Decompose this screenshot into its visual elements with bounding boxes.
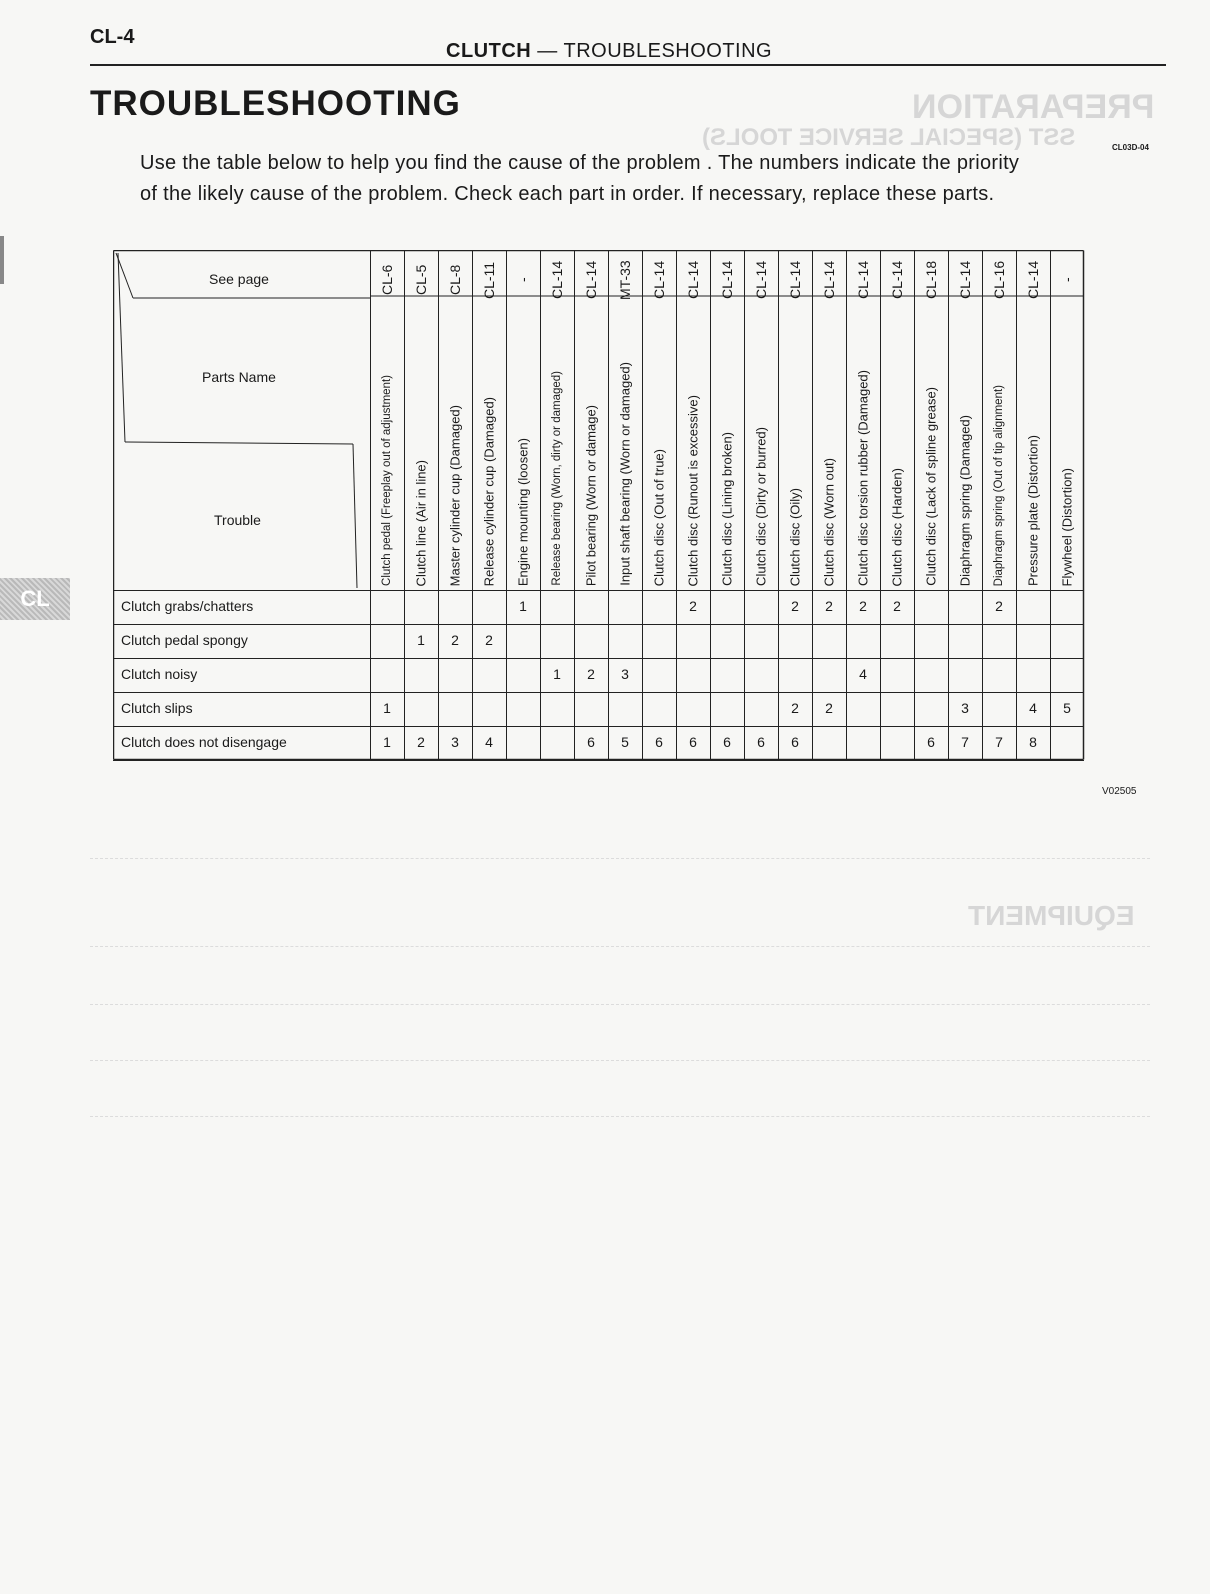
- see-page-value: CL-14: [651, 260, 667, 300]
- see-page-value: CL-14: [855, 260, 871, 300]
- priority-value: 6: [927, 734, 935, 750]
- running-header-subsection: TROUBLESHOOTING: [563, 40, 773, 62]
- see-page-value: CL-14: [1025, 260, 1041, 300]
- parts-name-label: Parts Name: [202, 369, 276, 385]
- priority-value: 7: [995, 734, 1003, 750]
- part-name: Clutch disc (Harden): [889, 467, 905, 586]
- see-page-value: -: [1059, 277, 1075, 283]
- see-page-value: CL-5: [413, 264, 429, 296]
- priority-value: 6: [587, 734, 595, 750]
- priority-value: 1: [553, 666, 561, 682]
- see-page-value: CL-14: [889, 260, 905, 300]
- part-name: Clutch disc (Dirty or burred): [753, 427, 769, 586]
- part-column-header: [676, 250, 710, 590]
- priority-value: 8: [1029, 734, 1037, 750]
- part-column-header: [846, 250, 880, 590]
- see-page-value: CL-16: [991, 260, 1007, 300]
- part-name: Pilot bearing (Worn or damage): [583, 404, 599, 586]
- part-column-header: [472, 250, 506, 590]
- part-name: Clutch disc (Lining broken): [719, 432, 735, 586]
- trouble-label: Clutch noisy: [121, 666, 198, 682]
- priority-value: 3: [451, 734, 459, 750]
- page-code: CL-4: [90, 26, 135, 48]
- part-name: Clutch disc (Out of true): [651, 448, 667, 586]
- table-corner-header: [113, 250, 370, 590]
- part-name: Release bearing (Worn, dirty or damaged): [551, 371, 563, 586]
- priority-value: 2: [689, 598, 697, 614]
- see-page-value: CL-14: [957, 260, 973, 300]
- running-header-section: CLUTCH: [446, 40, 532, 62]
- part-name: Release cylinder cup (Damaged): [481, 396, 497, 586]
- bleed-through-text: PREPARATION: [912, 88, 1155, 126]
- part-column-header: [574, 250, 608, 590]
- priority-value: 2: [825, 700, 833, 716]
- bleed-through-text: EQUIPMENT: [968, 900, 1135, 931]
- part-column-header: [506, 250, 540, 590]
- priority-value: 6: [689, 734, 697, 750]
- priority-value: 2: [587, 666, 595, 682]
- part-column-header: [438, 250, 472, 590]
- header-rule: [90, 64, 1166, 66]
- priority-value: 2: [791, 598, 799, 614]
- part-column-header: [540, 250, 574, 590]
- part-name: Master cylinder cup (Damaged): [447, 404, 463, 586]
- part-name: Diaphragm spring (Out of tip alignment): [993, 384, 1005, 586]
- part-column-header: [710, 250, 744, 590]
- part-name: Clutch disc (Runout is excessive): [685, 394, 701, 586]
- section-tab: [0, 578, 70, 620]
- trouble-label: Clutch does not disengage: [121, 734, 287, 750]
- part-column-header: [1016, 250, 1050, 590]
- part-column-header: [812, 250, 846, 590]
- priority-value: 6: [791, 734, 799, 750]
- trouble-label: Clutch pedal spongy: [121, 632, 248, 648]
- see-page-value: CL-14: [685, 260, 701, 300]
- priority-value: 1: [417, 632, 425, 648]
- intro-line: Use the table below to help you find the cause of the problem . The numbers indicate the priority: [140, 152, 1020, 174]
- bleed-through-rule: [90, 858, 1150, 859]
- priority-value: 5: [621, 734, 629, 750]
- part-column-header: [642, 250, 676, 590]
- trouble-label: Trouble: [214, 512, 261, 528]
- see-page-value: MT-33: [617, 260, 633, 300]
- trouble-label: Clutch grabs/chatters: [121, 598, 254, 614]
- priority-value: 2: [893, 598, 901, 614]
- see-page-label: See page: [209, 271, 269, 287]
- running-header-separator: —: [537, 40, 558, 62]
- intro-paragraph: [140, 148, 1170, 210]
- see-page-value: CL-18: [923, 260, 939, 300]
- priority-value: 2: [859, 598, 867, 614]
- binding-mark: [0, 236, 4, 284]
- priority-value: 5: [1063, 700, 1071, 716]
- part-column-header: [778, 250, 812, 590]
- trouble-label: Clutch slips: [121, 700, 193, 716]
- see-page-value: CL-14: [583, 260, 599, 300]
- part-column-header: [982, 250, 1016, 590]
- part-column-header: [370, 250, 404, 590]
- priority-value: 1: [519, 598, 527, 614]
- priority-value: 2: [451, 632, 459, 648]
- running-header: [446, 40, 772, 63]
- see-page-value: CL-6: [379, 264, 395, 296]
- priority-value: 4: [485, 734, 493, 750]
- priority-value: 2: [485, 632, 493, 648]
- part-name: Diaphragm spring (Damaged): [957, 414, 973, 586]
- part-column-header: [880, 250, 914, 590]
- see-page-value: CL-14: [753, 260, 769, 300]
- figure-code: V02505: [1102, 786, 1137, 797]
- priority-value: 3: [621, 666, 629, 682]
- section-tab-label: CL: [20, 586, 50, 611]
- part-column-header: [948, 250, 982, 590]
- part-column-header: [914, 250, 948, 590]
- part-column-header: [744, 250, 778, 590]
- priority-value: 7: [961, 734, 969, 750]
- bleed-through-rule: [90, 946, 1150, 947]
- part-column-header: [404, 250, 438, 590]
- part-name: Pressure plate (Distortion): [1025, 435, 1041, 586]
- priority-value: 2: [825, 598, 833, 614]
- see-page-value: CL-14: [787, 260, 803, 300]
- priority-value: 2: [995, 598, 1003, 614]
- priority-value: 4: [1029, 700, 1037, 716]
- part-name: Engine mounting (loosen): [515, 437, 531, 586]
- priority-value: 1: [383, 734, 391, 750]
- priority-value: 6: [723, 734, 731, 750]
- part-name: Clutch disc (Lack of spline grease): [923, 387, 939, 586]
- part-name: Clutch line (Air in line): [413, 459, 429, 586]
- see-page-value: CL-11: [481, 261, 497, 299]
- part-column-header: [608, 250, 642, 590]
- intro-line: of the likely cause of the problem. Check each part in order. If necessary, replace these parts.: [140, 183, 995, 205]
- see-page-value: CL-8: [447, 264, 463, 296]
- part-name: Clutch disc (Worn out): [821, 457, 837, 586]
- part-name: Input shaft bearing (Worn or damaged): [617, 362, 633, 586]
- bleed-through-rule: [90, 1004, 1150, 1005]
- priority-value: 3: [961, 700, 969, 716]
- priority-value: 1: [383, 700, 391, 716]
- priority-value: 6: [655, 734, 663, 750]
- priority-value: 6: [757, 734, 765, 750]
- see-page-value: CL-14: [719, 260, 735, 300]
- priority-value: 2: [791, 700, 799, 716]
- part-name: Clutch disc (Oily): [787, 487, 803, 586]
- see-page-value: CL-14: [549, 260, 565, 300]
- see-page-value: CL-14: [821, 260, 837, 300]
- part-name: Flywheel (Distortion): [1059, 467, 1075, 586]
- page-title: TROUBLESHOOTING: [90, 84, 461, 123]
- part-name: Clutch disc torsion rubber (Damaged): [855, 369, 871, 586]
- document-code: CL03D-04: [1112, 143, 1149, 152]
- see-page-value: -: [515, 277, 531, 283]
- part-name: Clutch pedal (Freeplay out of adjustment): [381, 375, 393, 586]
- bleed-through-text: SST (SPECIAL SERVICE TOOLS): [702, 124, 1076, 151]
- bleed-through-rule: [90, 1116, 1150, 1117]
- part-column-header: [1050, 250, 1084, 590]
- priority-value: 2: [417, 734, 425, 750]
- priority-value: 4: [859, 666, 867, 682]
- bleed-through-rule: [90, 1060, 1150, 1061]
